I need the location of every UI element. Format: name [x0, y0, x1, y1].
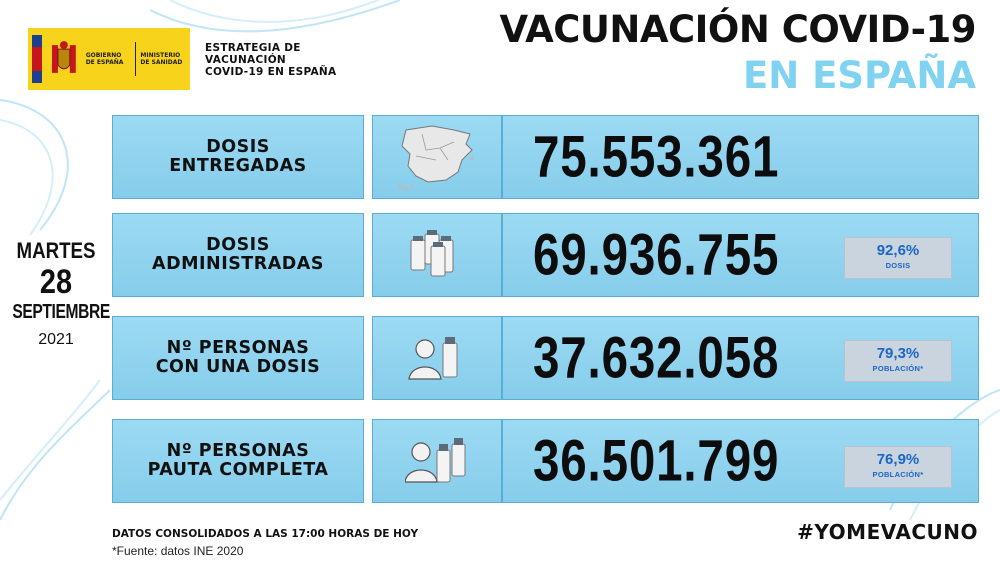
page-subtitle: EN ESPAÑA — [742, 54, 976, 97]
percentage-badge — [844, 446, 952, 488]
percentage-value: 79,3% — [876, 345, 920, 362]
vaccine-vials-icon — [407, 230, 467, 280]
decorative-swirl-bottom-left — [0, 380, 110, 530]
spain-flag-icon — [32, 35, 42, 83]
percentage-badge — [844, 237, 952, 279]
percentage-badge — [844, 340, 952, 382]
stat-icon-cell — [372, 115, 502, 199]
stat-icon-cell — [372, 316, 502, 400]
stat-icon-cell — [372, 213, 502, 297]
person-one-vial-icon — [407, 333, 467, 383]
percentage-value: 76,9% — [876, 451, 920, 468]
date-day: 28 — [39, 263, 73, 301]
data-source: *Fuente: datos INE 2020 — [112, 544, 244, 558]
stat-icon-cell — [372, 419, 502, 503]
percentage-label: DOSIS — [885, 261, 911, 270]
stat-label: DOSIS ENTREGADAS — [112, 115, 364, 199]
stat-value-cell — [502, 115, 979, 199]
stat-row-personas-una-dosis — [112, 316, 979, 400]
person-two-vials-icon — [405, 436, 469, 486]
stat-value-cell — [502, 316, 979, 400]
percentage-label: POBLACIÓN* — [872, 364, 924, 373]
stat-value: 69.936.755 — [533, 222, 780, 288]
coat-of-arms-icon — [48, 39, 80, 79]
stat-value: 75.553.361 — [533, 124, 780, 190]
government-logo — [28, 28, 190, 90]
stat-label: Nº PERSONAS CON UNA DOSIS — [112, 316, 364, 400]
stat-label: Nº PERSONAS PAUTA COMPLETA — [112, 419, 364, 503]
stat-row-personas-pauta-completa — [112, 419, 979, 503]
strategy-title: ESTRATEGIA DE VACUNACIÓN COVID-19 EN ESPAÑA — [205, 42, 337, 78]
decorative-swirl-left — [0, 80, 120, 240]
logo-ministry-text: MINISTERIO DE SANIDAD — [140, 52, 183, 66]
page-title: VACUNACIÓN COVID-19 — [499, 8, 976, 51]
data-note: DATOS CONSOLIDADOS A LAS 17:00 HORAS DE HOY — [112, 528, 419, 540]
percentage-value: 92,6% — [876, 242, 920, 259]
stat-value-cell — [502, 419, 979, 503]
stat-row-dosis-administradas — [112, 213, 979, 297]
hashtag: #YOMEVACUNO — [797, 520, 978, 544]
report-date — [0, 238, 112, 352]
date-weekday: MARTES — [16, 238, 96, 263]
percentage-label: POBLACIÓN* — [872, 470, 924, 479]
logo-government-text: GOBIERNO DE ESPAÑA — [85, 52, 124, 66]
date-year: 2021 — [38, 331, 74, 348]
stat-label: DOSIS ADMINISTRADAS — [112, 213, 364, 297]
date-month: SEPTIEMBRE — [12, 301, 110, 323]
stat-row-dosis-entregadas — [112, 115, 979, 199]
stat-value: 36.501.799 — [533, 428, 780, 494]
stat-value: 37.632.058 — [533, 325, 780, 391]
stat-value-cell — [502, 213, 979, 297]
spain-map-icon — [392, 120, 482, 194]
